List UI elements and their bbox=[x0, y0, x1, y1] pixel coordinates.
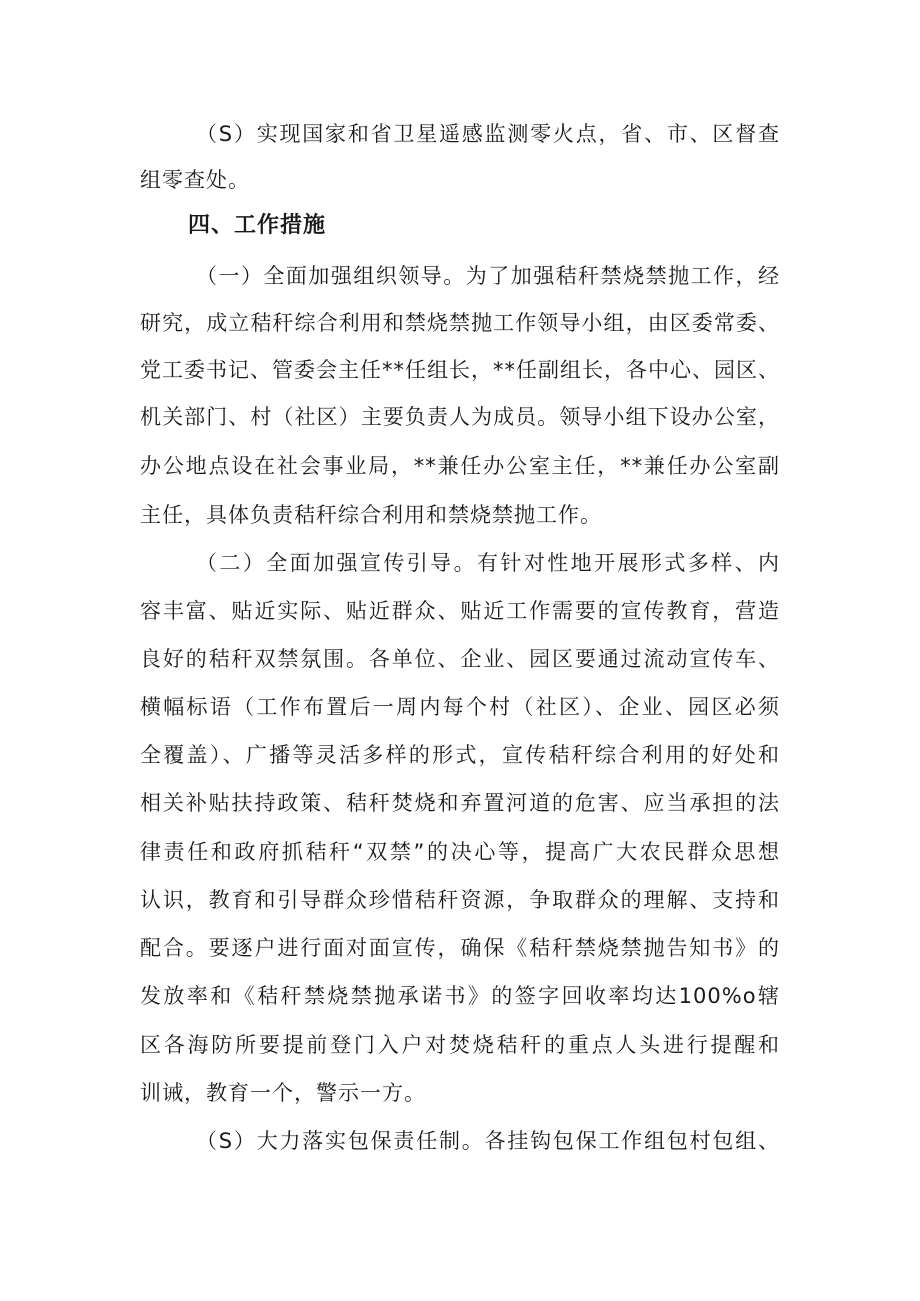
paragraph-line: 发放率和《秸秆禁烧禁抛承诺书》的签字回收率均达100%o辖 bbox=[140, 984, 780, 1008]
paragraph-line: 机关部门、村（社区）主要负责人为成员。领导小组下设办公室， bbox=[140, 405, 780, 429]
paragraph-line: 区各海防所要提前登门入户对焚烧秸秆的重点人头进行提醒和 bbox=[140, 1033, 780, 1057]
paragraph-line: 主任，具体负责秸秆综合利用和禁烧禁抛工作。 bbox=[140, 503, 602, 527]
paragraph-line: 办公地点设在社会事业局，**兼任办公室主任，**兼任办公室副 bbox=[140, 454, 780, 478]
paragraph-line: （二）全面加强宣传引导。有针对性地开展形式多样、内 bbox=[196, 551, 780, 575]
paragraph-line: 研究，成立秸秆综合利用和禁烧禁抛工作领导小组，由区委常委、 bbox=[140, 311, 780, 335]
paragraph-line: （S）大力落实包保责任制。各挂钩包保工作组包村包组、 bbox=[196, 1129, 780, 1153]
paragraph-line: （S）实现国家和省卫星遥感监测零火点，省、市、区督查 bbox=[196, 122, 780, 146]
paragraph-line: 党工委书记、管委会主任**任组长，**任副组长，各中心、园区、 bbox=[140, 358, 780, 382]
paragraph-line: （一）全面加强组织领导。为了加强秸秆禁烧禁抛工作，经 bbox=[196, 264, 780, 288]
paragraph-line: 训诫，教育一个，警示一方。 bbox=[140, 1081, 426, 1105]
paragraph-line: 横幅标语（工作布置后一周内每个村（社区）、企业、园区必须 bbox=[140, 695, 780, 719]
section-heading: 四、工作措施 bbox=[188, 213, 327, 238]
paragraph-line: 容丰富、贴近实际、贴近群众、贴近工作需要的宣传教育，营造 bbox=[140, 599, 780, 623]
paragraph-line: 组零查处。 bbox=[140, 168, 250, 192]
paragraph-line: 良好的秸秆双禁氛围。各单位、企业、园区要通过流动宣传车、 bbox=[140, 647, 780, 671]
paragraph-line: 认识，教育和引导群众珍惜秸秆资源，争取群众的理解、支持和 bbox=[140, 888, 780, 912]
paragraph-line: 全覆盖）、广播等灵活多样的形式，宣传秸秆综合利用的好处和 bbox=[140, 743, 780, 767]
paragraph-line: 律责任和政府抓秸秆“双禁”的决心等，提高广大农民群众思想 bbox=[140, 840, 780, 864]
paragraph-line: 相关补贴扶持政策、秸秆焚烧和弃置河道的危害、应当承担的法 bbox=[140, 791, 780, 815]
paragraph-line: 配合。要逐户进行面对面宣传，确保《秸秆禁烧禁抛告知书》的 bbox=[140, 936, 780, 960]
